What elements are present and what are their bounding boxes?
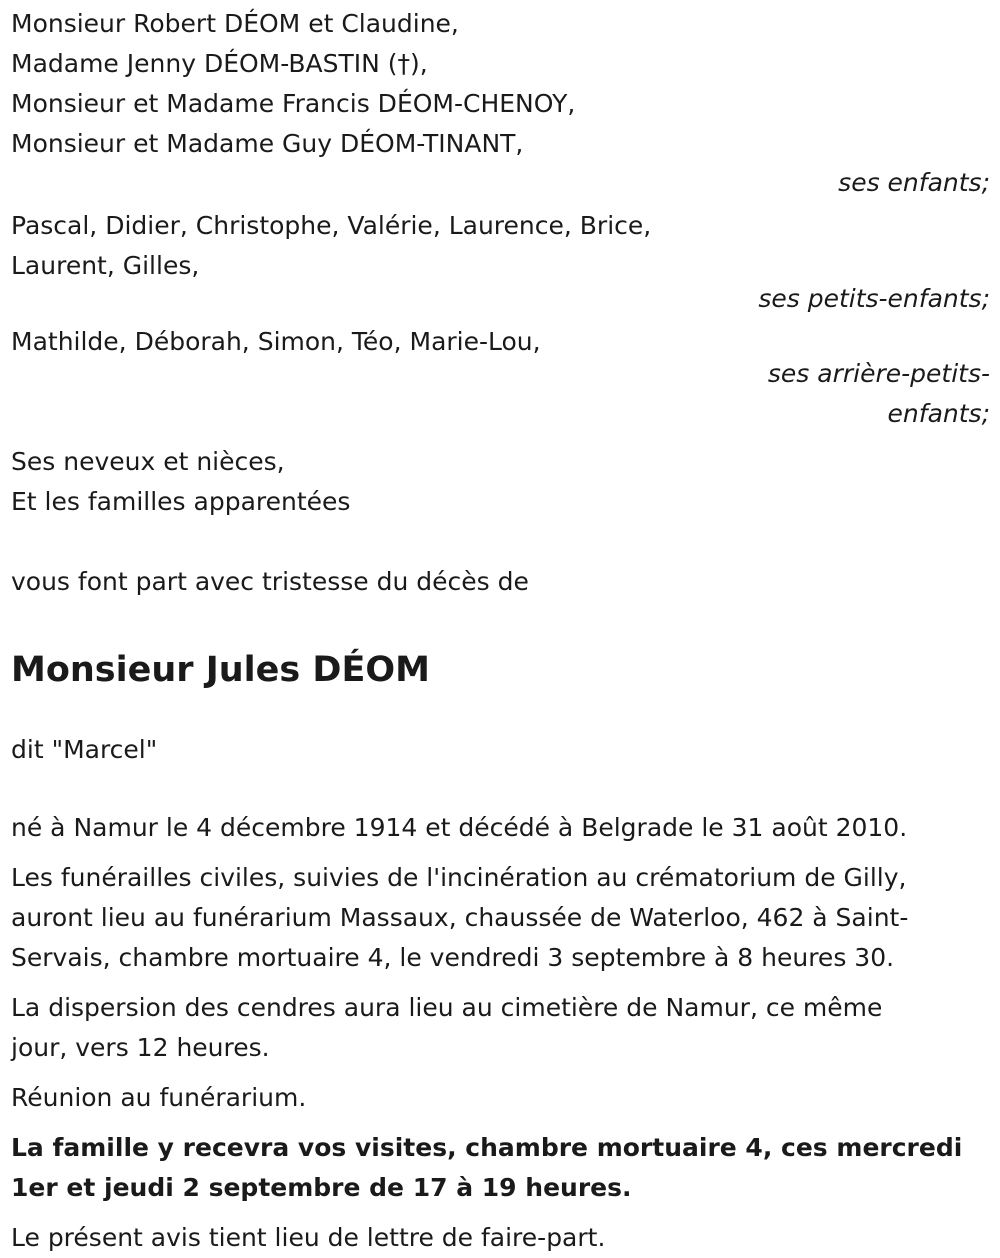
alias-text: dit "Marcel" xyxy=(11,735,158,764)
intro-text: vous font part avec tristesse du décès de xyxy=(11,567,529,596)
dispersion-line: La dispersion des cendres aura lieu au cimetière de Namur, ce même xyxy=(11,993,883,1022)
great-grandchildren-relation: ses arrière-petits- xyxy=(767,359,990,388)
visits-line: La famille y recevra vos visites, chambre mortuaire 4, ces mercredi xyxy=(11,1133,963,1162)
visits-line: 1er et jeudi 2 septembre de 17 à 19 heures. xyxy=(11,1173,632,1202)
deceased-name: Monsieur Jules DÉOM xyxy=(11,650,430,690)
funeral-line: Servais, chambre mortuaire 4, le vendredi 3 septembre à 8 heures 30. xyxy=(11,943,895,972)
born-died-text: né à Namur le 4 décembre 1914 et décédé à Belgrade le 31 août 2010. xyxy=(11,813,908,842)
grandchild-line: Pascal, Didier, Christophe, Valérie, Laurence, Brice, xyxy=(11,211,652,240)
closing-line: Le présent avis tient lieu de lettre de faire-part. xyxy=(11,1223,606,1252)
others-line: Et les familles apparentées xyxy=(11,487,351,516)
others-line: Ses neveux et nièces, xyxy=(11,447,285,476)
children-relation: ses enfants; xyxy=(838,168,990,197)
dispersion-paragraph xyxy=(11,988,990,1068)
child-line: Monsieur et Madame Guy DÉOM-TINANT, xyxy=(11,129,524,158)
grandchild-line: Laurent, Gilles, xyxy=(11,251,200,280)
grandchildren-relation: ses petits-enfants; xyxy=(758,284,990,313)
great-grandchildren-relation-cont: enfants; xyxy=(887,399,990,428)
dispersion-line: jour, vers 12 heures. xyxy=(11,1033,270,1062)
meeting-line: Réunion au funérarium. xyxy=(11,1083,307,1112)
closing-paragraph xyxy=(11,1218,990,1258)
meeting-paragraph xyxy=(11,1078,990,1118)
grandchildren-block xyxy=(11,206,990,286)
funeral-line: auront lieu au funérarium Massaux, chaussée de Waterloo, 462 à Saint- xyxy=(11,903,909,932)
child-line: Madame Jenny DÉOM-BASTIN (†), xyxy=(11,49,428,78)
great-grandchild-line: Mathilde, Déborah, Simon, Téo, Marie-Lou, xyxy=(11,327,541,356)
funeral-paragraph xyxy=(11,858,990,978)
funeral-line: Les funérailles civiles, suivies de l'incinération au crématorium de Gilly, xyxy=(11,863,907,892)
child-line: Monsieur Robert DÉOM et Claudine, xyxy=(11,9,459,38)
children-block xyxy=(11,0,990,164)
child-line: Monsieur et Madame Francis DÉOM-CHENOY, xyxy=(11,89,576,118)
others-block xyxy=(11,442,990,522)
visits-paragraph xyxy=(11,1128,990,1208)
